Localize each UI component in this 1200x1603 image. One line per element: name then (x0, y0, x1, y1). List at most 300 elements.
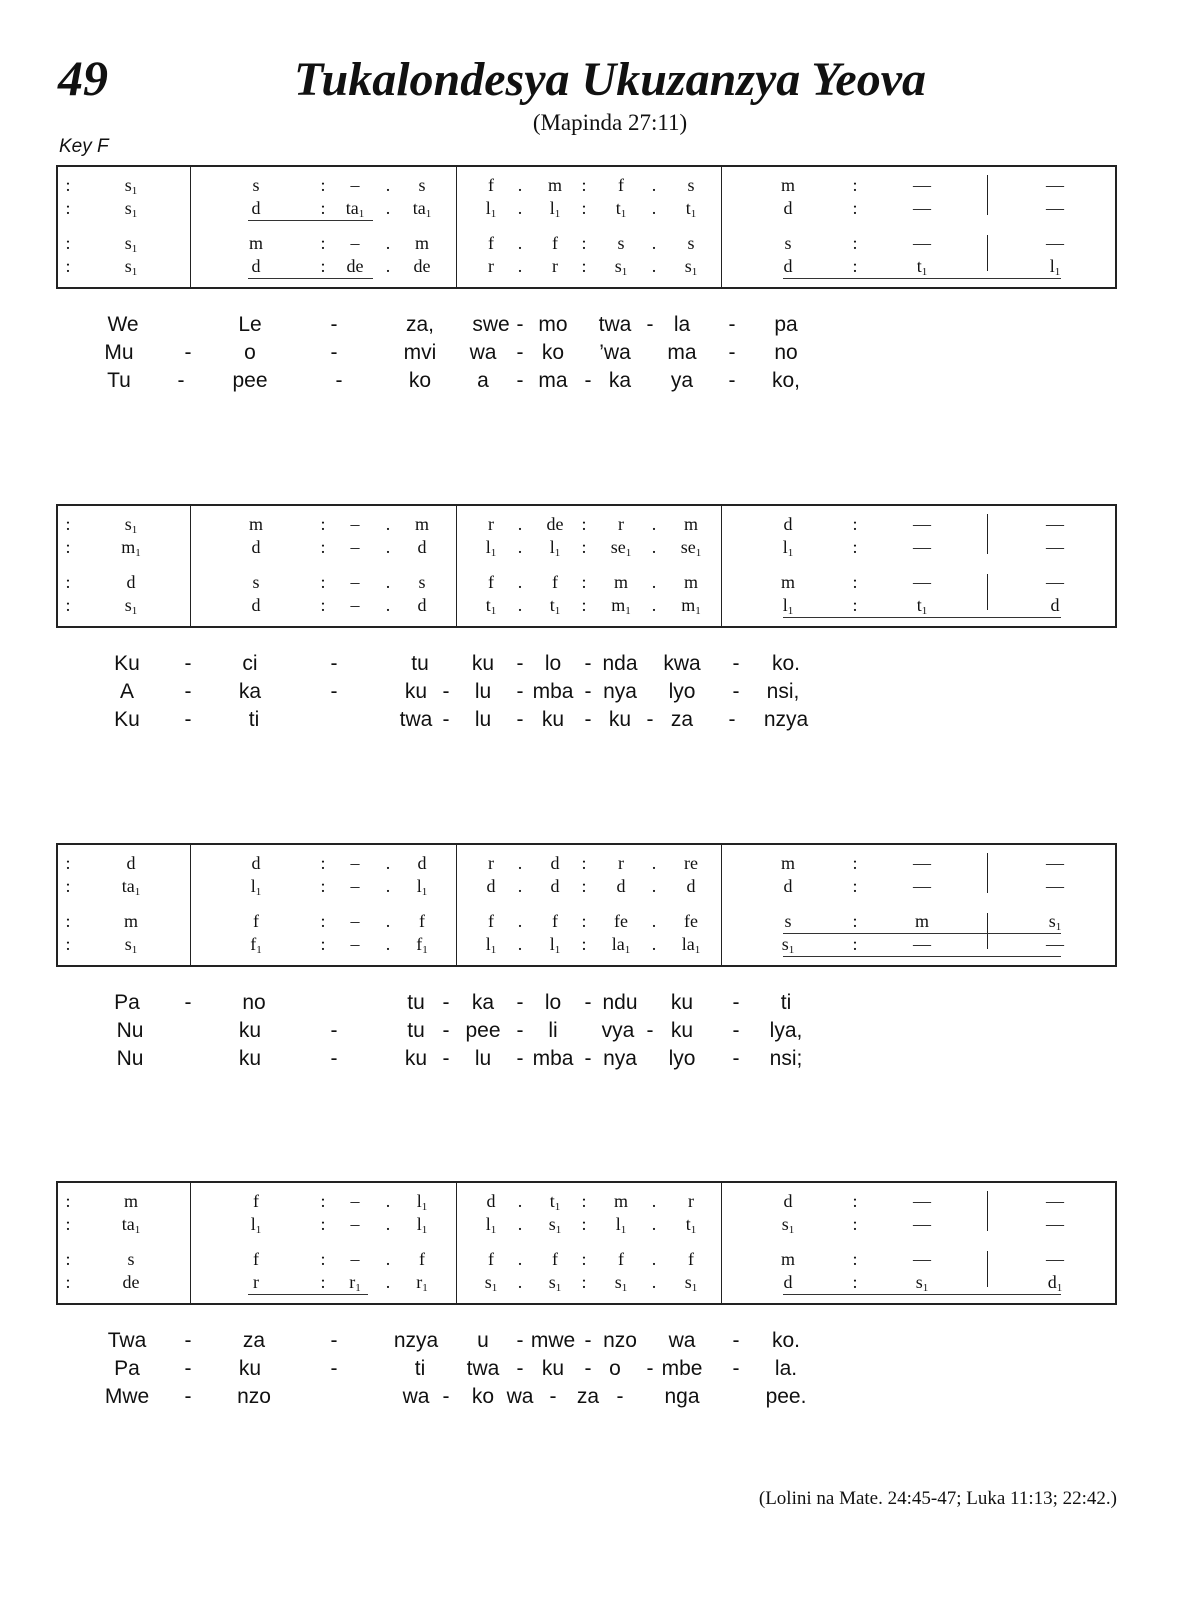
note-cell: r (488, 514, 494, 534)
note-cell: : (581, 233, 587, 253)
syllable-hyphen: - (442, 991, 450, 1014)
note-cell: . (651, 175, 657, 195)
note-cell: . (651, 198, 657, 218)
note-cell: f (253, 1191, 259, 1211)
note-cell: — (1046, 1214, 1064, 1234)
note-cell: d (486, 1191, 496, 1211)
bar-line (721, 1183, 722, 1303)
lyric-syllable: lyo (668, 1047, 696, 1070)
note-cell: : (852, 1191, 858, 1211)
note-cell: : (65, 537, 71, 557)
syllable-hyphen: - (335, 369, 343, 392)
note-cell: f (618, 1249, 624, 1269)
note-cell: r (552, 256, 558, 276)
note-cell: : (65, 233, 71, 253)
lyric-syllable: nsi; (769, 1047, 803, 1070)
note-cell: $l_1$ (250, 1214, 262, 1236)
note-cell: . (517, 1214, 523, 1234)
note-cell: : (65, 572, 71, 592)
half-bar-line (456, 518, 457, 542)
note-cell: d (550, 853, 560, 873)
note-cell: . (517, 1249, 523, 1269)
note-cell: : (581, 911, 587, 931)
note-cell: : (65, 1249, 71, 1269)
lyric-syllable: Nu (116, 1047, 144, 1070)
syllable-hyphen: - (732, 652, 740, 675)
note-cell: m (248, 514, 264, 534)
note-cell: — (913, 934, 931, 954)
slur-line (248, 1294, 368, 1295)
note-cell: . (517, 572, 523, 592)
syllable-hyphen: - (584, 369, 592, 392)
note-cell: m (248, 233, 264, 253)
note-cell: . (651, 876, 657, 896)
syllable-hyphen: - (516, 708, 524, 731)
note-cell: $l_1$ (416, 1191, 428, 1213)
lyric-syllable: lu (474, 680, 492, 703)
note-cell: : (852, 175, 858, 195)
note-cell: $t_1$ (916, 256, 928, 278)
note-cell: . (651, 1249, 657, 1269)
note-cell: d (783, 514, 793, 534)
note-cell: $l_1$ (615, 1214, 627, 1236)
note-cell: : (320, 175, 326, 195)
note-cell: f (488, 572, 494, 592)
half-bar-line (456, 917, 457, 943)
note-cell: — (913, 514, 931, 534)
note-cell: r (253, 1272, 259, 1292)
note-cell: f (688, 1249, 694, 1269)
syllable-hyphen: - (516, 313, 524, 336)
lyric-syllable: mvi (403, 341, 437, 364)
note-cell: : (320, 572, 326, 592)
half-bar-line (987, 235, 988, 271)
note-cell: $l_1$ (485, 934, 497, 956)
half-bar-line (987, 1251, 988, 1287)
note-cell: r (488, 256, 494, 276)
note-cell: : (320, 233, 326, 253)
note-cell: : (852, 876, 858, 896)
note-cell: $l_1$ (549, 537, 561, 559)
syllable-hyphen: - (184, 991, 192, 1014)
slur-line (783, 956, 1061, 957)
note-cell: : (581, 1214, 587, 1234)
note-cell: . (517, 1191, 523, 1211)
note-cell: de (546, 514, 564, 534)
note-cell: – (350, 175, 360, 195)
bar-line (721, 167, 722, 287)
slur-line (783, 1294, 1061, 1295)
slur-line (248, 220, 373, 221)
lyric-syllable: nzo (603, 1329, 637, 1352)
lyric-syllable: Le (238, 313, 262, 336)
note-cell: — (913, 1249, 931, 1269)
note-cell: d (251, 256, 261, 276)
lyric-syllable: za (670, 708, 694, 731)
lyric-syllable: kwa (663, 652, 701, 675)
note-cell: d (783, 1272, 793, 1292)
note-cell: – (350, 537, 360, 557)
note-cell: : (581, 1249, 587, 1269)
note-cell: f (419, 1249, 425, 1269)
note-cell: . (385, 853, 391, 873)
syllable-hyphen: - (732, 680, 740, 703)
syllable-hyphen: - (646, 1019, 654, 1042)
note-cell: s (252, 175, 260, 195)
note-cell: : (581, 876, 587, 896)
note-cell: . (385, 934, 391, 954)
syllable-hyphen: - (516, 1047, 524, 1070)
note-cell: d (417, 853, 427, 873)
note-cell: . (517, 175, 523, 195)
lyric-syllable: ndu (602, 991, 638, 1014)
note-cell: f (253, 911, 259, 931)
note-cell: m (683, 514, 699, 534)
note-cell: : (852, 911, 858, 931)
lyric-syllable: ko. (771, 1329, 801, 1352)
note-cell: $m_1$ (611, 595, 631, 617)
lyric-syllable: Ku (114, 708, 140, 731)
lyric-syllable: nzya (393, 1329, 439, 1352)
note-cell: s (418, 175, 426, 195)
note-cell: m (683, 572, 699, 592)
syllable-hyphen: - (330, 1357, 338, 1380)
note-cell: — (1046, 537, 1064, 557)
note-cell: — (1046, 1191, 1064, 1211)
note-cell: : (852, 1249, 858, 1269)
note-cell: m (547, 175, 563, 195)
note-cell: d (550, 876, 560, 896)
note-cell: r (618, 853, 624, 873)
note-cell: . (385, 233, 391, 253)
half-bar-line (987, 853, 988, 893)
note-cell: – (350, 934, 360, 954)
note-cell: . (385, 595, 391, 615)
lyric-syllable: ku (670, 991, 694, 1014)
lyric-syllable: ko (471, 1385, 495, 1408)
note-cell: $s_1$ (124, 934, 138, 956)
note-cell: : (581, 1191, 587, 1211)
note-cell: $l_1$ (416, 1214, 428, 1236)
lyric-syllable: a (477, 369, 489, 392)
note-cell: m (123, 911, 139, 931)
lyric-syllable: Mu (104, 341, 134, 364)
note-cell: : (320, 934, 326, 954)
syllable-hyphen: - (330, 1047, 338, 1070)
lyric-syllable: ko (408, 369, 432, 392)
note-cell: r (488, 853, 494, 873)
note-cell: — (913, 198, 931, 218)
note-cell: m (780, 572, 796, 592)
syllable-hyphen: - (184, 1329, 192, 1352)
note-cell: . (385, 537, 391, 557)
note-cell: . (385, 1214, 391, 1234)
note-cell: . (517, 537, 523, 557)
lyric-syllable: ku (404, 1047, 428, 1070)
note-cell: : (852, 514, 858, 534)
lyric-syllable: u (477, 1329, 489, 1352)
syllable-hyphen: - (184, 680, 192, 703)
note-cell: — (1046, 514, 1064, 534)
lyric-syllable: ka (471, 991, 495, 1014)
note-cell: — (1046, 1249, 1064, 1269)
note-cell: – (350, 1191, 360, 1211)
key-signature: Key F (59, 136, 109, 157)
note-cell: d (126, 572, 136, 592)
lyric-syllable: ti (780, 991, 792, 1014)
lyric-syllable: ku (670, 1019, 694, 1042)
note-cell: d (616, 876, 626, 896)
note-cell: $s_1$ (548, 1214, 562, 1236)
syllable-hyphen: - (516, 991, 524, 1014)
syllable-hyphen: - (330, 680, 338, 703)
note-cell: d (686, 876, 696, 896)
lyric-syllable: pee (465, 1019, 501, 1042)
note-cell: . (517, 198, 523, 218)
note-cell: . (517, 876, 523, 896)
note-cell: $s_1$ (124, 595, 138, 617)
note-cell: – (350, 853, 360, 873)
note-cell: m (613, 1191, 629, 1211)
note-cell: d (417, 595, 427, 615)
note-cell: : (65, 175, 71, 195)
note-cell: $la_1$ (611, 934, 631, 956)
note-cell: d (126, 853, 136, 873)
note-cell: . (385, 198, 391, 218)
hymn-number: 49 (58, 50, 108, 106)
note-cell: : (320, 1249, 326, 1269)
note-cell: — (913, 537, 931, 557)
lyric-syllable: za (576, 1385, 600, 1408)
syllable-hyphen: - (584, 1329, 592, 1352)
syllable-hyphen: - (732, 1019, 740, 1042)
music-stave (56, 1181, 1117, 1305)
note-cell: : (320, 1191, 326, 1211)
note-cell: – (350, 1214, 360, 1234)
note-cell: . (517, 233, 523, 253)
lyric-syllable: twa (399, 708, 433, 731)
bar-line (190, 1183, 191, 1303)
note-cell: d (783, 198, 793, 218)
lyric-syllable: lyo (668, 680, 696, 703)
note-cell: : (852, 537, 858, 557)
note-cell: r (618, 514, 624, 534)
note-cell: : (65, 1191, 71, 1211)
lyric-syllable: twa (466, 1357, 500, 1380)
lyric-syllable: o (244, 341, 256, 364)
note-cell: . (651, 514, 657, 534)
slur-line (783, 617, 1061, 618)
note-cell: . (385, 1272, 391, 1292)
lyric-syllable: ko, (771, 369, 801, 392)
lyric-syllable: mwe (530, 1329, 576, 1352)
lyric-syllable: nya (603, 1047, 637, 1070)
syllable-hyphen: - (330, 652, 338, 675)
note-cell: $s_1$ (124, 233, 138, 255)
lyric-syllable: ya (670, 369, 694, 392)
scripture-reference: (Mapinda 27:11) (532, 110, 688, 135)
note-cell: — (1046, 233, 1064, 253)
half-bar-line (987, 175, 988, 215)
syllable-hyphen: - (330, 313, 338, 336)
note-cell: f (552, 572, 558, 592)
note-cell: $s_1$ (124, 175, 138, 197)
syllable-hyphen: - (732, 991, 740, 1014)
note-cell: r (688, 1191, 694, 1211)
note-cell: $l_1$ (782, 537, 794, 559)
syllable-hyphen: - (330, 1329, 338, 1352)
note-cell: m (780, 175, 796, 195)
syllable-hyphen: - (646, 708, 654, 731)
syllable-hyphen: - (584, 708, 592, 731)
note-cell: — (1046, 572, 1064, 592)
lyric-syllable: ’wa (599, 341, 631, 364)
half-bar-line (456, 857, 457, 881)
note-cell: $t_1$ (549, 595, 561, 617)
note-cell: : (320, 514, 326, 534)
music-stave (56, 504, 1117, 628)
note-cell: $f_1$ (250, 934, 262, 956)
lyric-syllable: nga (664, 1385, 700, 1408)
lyric-syllable: o (609, 1357, 621, 1380)
note-cell: s (784, 911, 792, 931)
bar-line (721, 506, 722, 626)
note-cell: $ta_1$ (412, 198, 432, 220)
note-cell: f (419, 911, 425, 931)
note-cell: . (651, 1191, 657, 1211)
syllable-hyphen: - (646, 1357, 654, 1380)
note-cell: $s_1$ (614, 1272, 628, 1294)
note-cell: — (913, 876, 931, 896)
half-bar-line (456, 1195, 457, 1219)
lyric-syllable: mo (538, 313, 568, 336)
half-bar-line (456, 239, 457, 265)
note-cell: $r_1$ (349, 1272, 361, 1294)
note-cell: $s_1$ (915, 1272, 929, 1294)
note-cell: : (320, 537, 326, 557)
lyric-syllable: la. (774, 1357, 798, 1380)
bar-line (190, 167, 191, 287)
syllable-hyphen: - (732, 1357, 740, 1380)
note-cell: — (913, 853, 931, 873)
lyric-syllable: za, (405, 313, 435, 336)
syllable-hyphen: - (646, 313, 654, 336)
note-cell: : (581, 934, 587, 954)
note-cell: f (488, 911, 494, 931)
note-cell: $l_1$ (250, 876, 262, 898)
note-cell: m (613, 572, 629, 592)
note-cell: . (385, 1191, 391, 1211)
music-stave (56, 165, 1117, 289)
note-cell: d (486, 876, 496, 896)
note-cell: d (251, 853, 261, 873)
note-cell: $l_1$ (549, 198, 561, 220)
note-cell: . (517, 256, 523, 276)
note-cell: . (651, 256, 657, 276)
syllable-hyphen: - (584, 680, 592, 703)
note-cell: : (852, 256, 858, 276)
note-cell: . (385, 572, 391, 592)
syllable-hyphen: - (732, 1329, 740, 1352)
lyric-syllable: lu (474, 1047, 492, 1070)
note-cell: $l_1$ (549, 934, 561, 956)
syllable-hyphen: - (184, 341, 192, 364)
lyric-syllable: Pa (114, 991, 140, 1014)
note-cell: . (651, 233, 657, 253)
note-cell: . (517, 595, 523, 615)
note-cell: . (385, 1249, 391, 1269)
slur-line (783, 278, 1061, 279)
note-cell: m (780, 853, 796, 873)
note-cell: : (581, 198, 587, 218)
note-cell: : (320, 198, 326, 218)
lyric-syllable: nzo (237, 1385, 271, 1408)
syllable-hyphen: - (184, 1357, 192, 1380)
note-cell: : (65, 198, 71, 218)
note-cell: $t_1$ (685, 1214, 697, 1236)
lyric-syllable: pa (774, 313, 798, 336)
lyric-syllable: ko. (771, 652, 801, 675)
note-cell: — (1046, 198, 1064, 218)
lyric-syllable: ku (404, 680, 428, 703)
syllable-hyphen: - (442, 680, 450, 703)
note-cell: $l_1$ (782, 595, 794, 617)
lyric-syllable: li (548, 1019, 558, 1042)
note-cell: s (127, 1249, 135, 1269)
lyric-syllable: lo (544, 652, 562, 675)
note-cell: $l_1$ (485, 537, 497, 559)
note-cell: $m_1$ (121, 537, 141, 559)
note-cell: s (784, 233, 792, 253)
note-cell: m (123, 1191, 139, 1211)
note-cell: : (852, 853, 858, 873)
note-cell: . (651, 934, 657, 954)
bar-line (721, 845, 722, 965)
note-cell: s (687, 233, 695, 253)
note-cell: — (913, 1191, 931, 1211)
lyric-syllable: Pa (114, 1357, 140, 1380)
lyric-syllable: pee. (765, 1385, 807, 1408)
lyric-syllable: ku (238, 1047, 262, 1070)
note-cell: $s_1$ (684, 256, 698, 278)
note-cell: f (488, 1249, 494, 1269)
syllable-hyphen: - (330, 341, 338, 364)
note-cell: re (684, 853, 698, 873)
note-cell: $la_1$ (681, 934, 701, 956)
lyric-syllable: A (119, 680, 135, 703)
note-cell: de (413, 256, 431, 276)
note-cell: : (852, 1214, 858, 1234)
slur-line (248, 278, 373, 279)
note-cell: : (581, 537, 587, 557)
lyric-syllable: wa (668, 1329, 696, 1352)
half-bar-line (987, 574, 988, 610)
note-cell: : (581, 175, 587, 195)
note-cell: s (687, 175, 695, 195)
note-cell: . (651, 1214, 657, 1234)
note-cell: : (320, 256, 326, 276)
note-cell: . (651, 911, 657, 931)
footnote-references: (Lolini na Mate. 24:45-47; Luka 11:13; 22:42.) (758, 1488, 1117, 1509)
note-cell: : (65, 911, 71, 931)
note-cell: $s_1$ (684, 1272, 698, 1294)
note-cell: . (651, 572, 657, 592)
lyric-syllable: ka (608, 369, 632, 392)
lyric-syllable: wa (469, 341, 497, 364)
lyric-syllable: ti (248, 708, 260, 731)
note-cell: : (65, 595, 71, 615)
lyric-syllable: no (242, 991, 266, 1014)
